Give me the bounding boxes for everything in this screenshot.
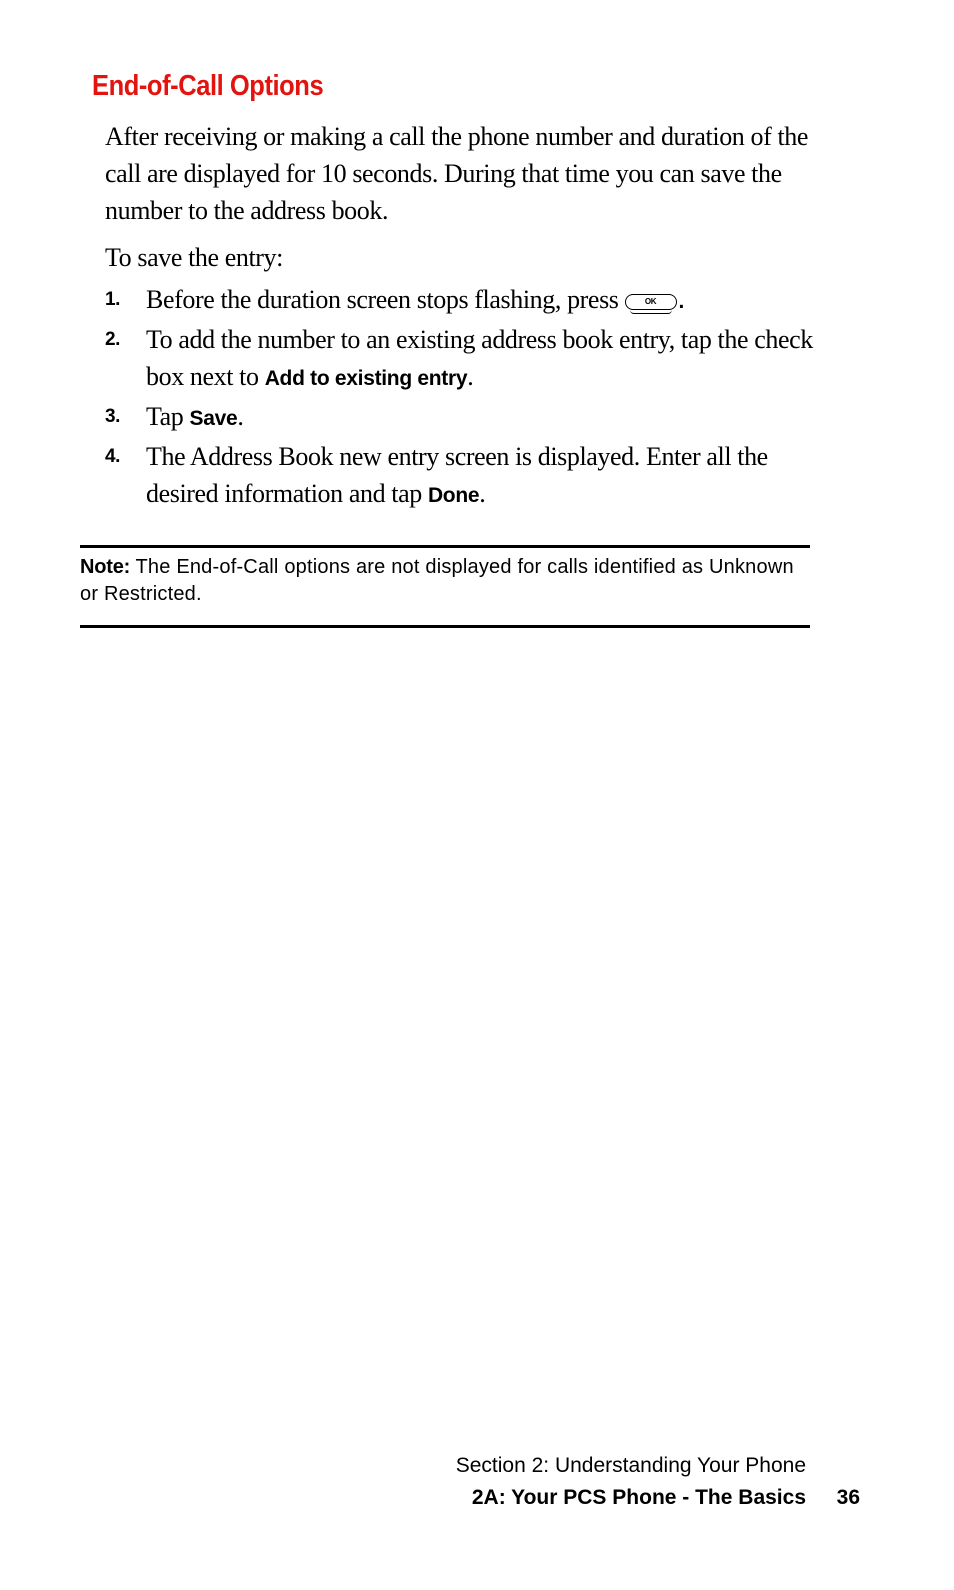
step-number: 1. [105, 289, 121, 310]
intro-paragraph: After receiving or making a call the phone number and duration of the call are displayed for 10 seconds. During that time you can save the number to the address book. [105, 122, 809, 225]
step-2 [105, 321, 817, 397]
step-1 [105, 281, 817, 320]
step-3 [105, 398, 817, 437]
footer-section-title: Section 2: Understanding Your Phone [455, 1454, 806, 1477]
step-4 [105, 438, 817, 514]
step-text: Tap [146, 402, 190, 431]
step-text: Before the duration screen stops flashing, press [146, 285, 619, 314]
footer-chapter-title: 2A: Your PCS Phone - The Basics [471, 1486, 806, 1509]
step-punctuation: . [678, 290, 685, 313]
page-number: 36 [836, 1486, 860, 1509]
steps-intro: To save the entry: [105, 243, 283, 272]
steps-list [105, 281, 817, 515]
note-label: Note: [80, 556, 131, 578]
save-term: Save [189, 407, 238, 430]
step-number: 4. [105, 446, 121, 467]
note-box [80, 545, 810, 628]
step-punctuation: . [467, 362, 474, 391]
note-text [80, 554, 810, 608]
step-punctuation: . [479, 479, 486, 508]
ok-key-icon [625, 294, 677, 310]
section-heading: End-of-Call Options [92, 70, 324, 102]
note-body: The End-of-Call options are not displayed for calls identified as Unknown or Restricted. [80, 556, 794, 605]
step-number: 2. [105, 329, 121, 350]
ok-key-label: OK [644, 297, 657, 307]
step-text: The Address Book new entry screen is displayed. Enter all the desired information and tap [146, 442, 768, 508]
step-text: To add the number to an existing address book entry, tap the check box next to [146, 325, 813, 391]
add-to-existing-entry-term: Add to existing entry [264, 367, 468, 390]
done-term: Done [427, 484, 480, 507]
step-punctuation: . [237, 402, 244, 431]
step-number: 3. [105, 406, 121, 427]
